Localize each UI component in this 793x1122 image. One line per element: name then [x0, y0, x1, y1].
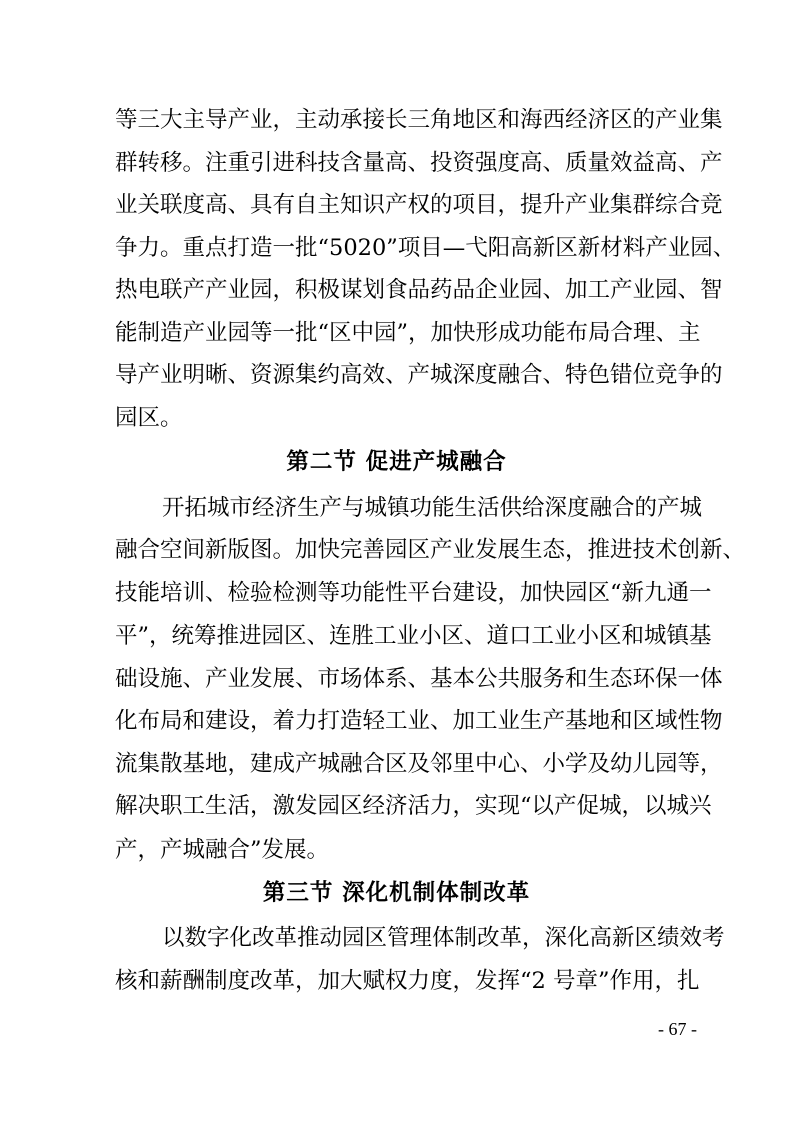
body-text-line: 业关联度高、具有自主知识产权的项目，提升产业集群综合竞 — [115, 192, 723, 218]
body-text-line: 核和薪酬制度改革，加大赋权力度，发挥“2 号章”作用，扎 — [115, 968, 700, 994]
body-text-line: 导产业明晰、资源集约高效、产城深度融合、特色错位竞争的 — [115, 362, 723, 388]
body-text-line: 以数字化改革推动园区管理体制改革，深化高新区绩效考 — [162, 925, 725, 951]
body-text-line: 化布局和建设，着力打造轻工业、加工业生产基地和区域性物 — [115, 708, 723, 734]
body-text-line: 产，产城融合”发展。 — [115, 837, 330, 863]
body-text-line: 础设施、产业发展、市场体系、基本公共服务和生态环保一体 — [115, 666, 723, 692]
body-text-line: 解决职工生活，激发园区经济活力，实现“以产促城，以城兴 — [115, 793, 712, 819]
body-text-line: 技能培训、检验检测等功能性平台建设，加快园区“新九通一 — [115, 580, 712, 606]
body-text-line: 群转移。注重引进科技含量高、投资强度高、质量效益高、产 — [115, 150, 723, 176]
body-text-line: 流集散基地，建成产城融合区及邻里中心、小学及幼儿园等， — [115, 751, 723, 777]
page-number: - 67 - — [658, 1019, 697, 1039]
body-text-line: 融合空间新版图。加快完善园区产业发展生态，推进技术创新、 — [115, 537, 746, 563]
body-text-line: 开拓城市经济生产与城镇功能生活供给深度融合的产城 — [162, 495, 703, 521]
body-text-line: 园区。 — [115, 405, 183, 431]
section-heading: 第三节 深化机制体制改革 — [262, 880, 531, 906]
body-text-line: 平”，统筹推进园区、连胜工业小区、道口工业小区和城镇基 — [115, 623, 712, 649]
body-text-line: 争力。重点打造一批“5020”项目—弋阳高新区新材料产业园、 — [115, 235, 736, 261]
body-text-line: 等三大主导产业，主动承接长三角地区和海西经济区的产业集 — [115, 107, 723, 133]
body-text-line: 能制造产业园等一批“区中园”，加快形成功能布局合理、主 — [115, 320, 701, 346]
body-text-line: 热电联产产业园，积极谋划食品药品企业园、加工产业园、智 — [115, 277, 723, 303]
section-heading: 第二节 促进产城融合 — [286, 449, 507, 475]
